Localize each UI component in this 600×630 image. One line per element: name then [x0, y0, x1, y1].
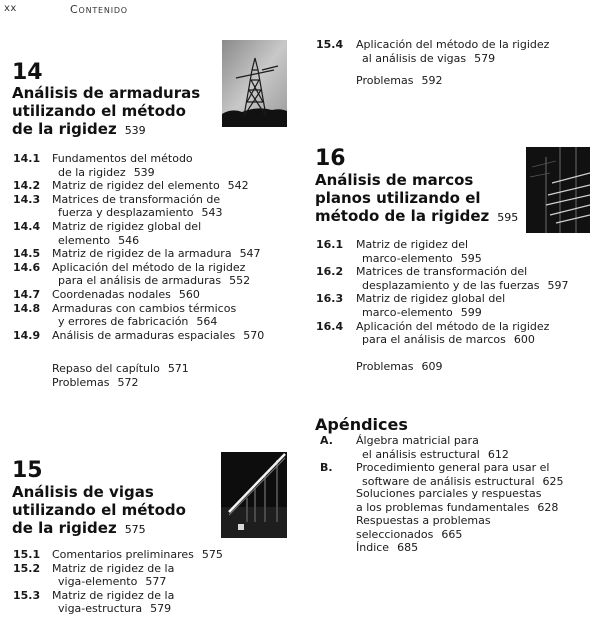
section-number: 14.7 — [13, 287, 41, 301]
page-number: 612 — [487, 447, 509, 461]
page-number: 685 — [397, 541, 419, 555]
toc-entry[interactable] — [13, 562, 303, 589]
chapter-15-title — [12, 483, 212, 539]
section-title-line: Comentarios preliminares — [52, 548, 194, 561]
chapter-14-extras — [52, 362, 292, 389]
toc-entry[interactable] — [356, 74, 586, 88]
section-title-line: Coordenadas nodales — [52, 287, 171, 301]
page-number: 546 — [118, 233, 140, 247]
title-line: método de la rigidez — [315, 207, 490, 225]
section-title-line: fuerza y desplazamiento — [58, 206, 194, 220]
section-number: 14.9 — [13, 328, 41, 342]
section-title-line: para el análisis de armaduras — [58, 274, 222, 288]
section-title-line: Matriz de rigidez del — [356, 238, 469, 251]
toc-entry[interactable] — [13, 220, 303, 247]
toc-entry[interactable] — [13, 302, 303, 329]
section-title-line: desplazamiento y de las fuerzas — [362, 278, 540, 292]
section-text — [316, 238, 600, 265]
entry-label: Problemas — [356, 360, 414, 373]
toc-entry[interactable] — [356, 487, 600, 514]
page-number: 628 — [537, 500, 559, 514]
section-title-line: de la rigidez — [58, 165, 126, 179]
toc-entry[interactable] — [320, 434, 600, 461]
chapter-14-title — [12, 84, 212, 140]
appendices-list — [320, 434, 600, 488]
chapter-16-sections — [316, 238, 600, 347]
section-text — [13, 179, 303, 193]
section-title-line: marco-elemento — [362, 251, 453, 265]
toc-entry[interactable] — [13, 247, 303, 261]
appendices-title: Apéndices — [315, 415, 408, 434]
toc-entry[interactable] — [13, 548, 303, 562]
section-title-line: Procedimiento general para usar el — [356, 461, 550, 475]
toc-entry[interactable] — [316, 38, 596, 65]
section-number: 16.2 — [316, 265, 344, 279]
toc-entry[interactable] — [13, 152, 303, 179]
page-number: 665 — [441, 527, 463, 541]
section-title-line: Matriz de rigidez global del — [356, 292, 506, 306]
section-text — [13, 302, 303, 329]
chapter-16-title — [315, 171, 525, 227]
page-number: 577 — [145, 575, 167, 589]
section-title-line: al análisis de vigas — [362, 51, 467, 65]
section-text — [13, 247, 303, 261]
entry-title-line: Índice — [356, 541, 390, 555]
chapter-14-sections — [13, 152, 303, 342]
building-frame-photo — [526, 147, 590, 233]
chapter-14-page: 539 — [124, 124, 146, 137]
section-number: 15.1 — [13, 548, 41, 561]
section-title-line: Matrices de transformación del — [356, 265, 528, 279]
page-number: 600 — [513, 333, 535, 347]
toc-entry[interactable] — [13, 329, 303, 343]
section-number: 15.2 — [13, 561, 41, 575]
page-number: 552 — [229, 274, 251, 288]
toc-entry[interactable] — [316, 292, 600, 319]
section-title-line: Matrices de transformación de — [52, 192, 221, 206]
bridge-photo — [221, 452, 287, 538]
section-text — [13, 193, 303, 220]
section-text — [13, 152, 303, 179]
section-title-line: Matriz de rigidez de la — [52, 561, 175, 575]
section-title-line: Matriz de rigidez del elemento — [52, 179, 220, 193]
toc-entry[interactable] — [320, 461, 600, 488]
title-line: Análisis de marcos — [315, 171, 474, 189]
title-line: Análisis de armaduras — [12, 84, 201, 102]
toc-entry[interactable] — [13, 589, 303, 616]
section-title-line: Matriz de rigidez de la — [52, 588, 175, 602]
chapter-15-number: 15 — [12, 458, 43, 483]
section-title-line: marco-elemento — [362, 305, 453, 319]
section-text — [316, 38, 596, 65]
chapter-15-sections-left — [13, 548, 303, 616]
section-title-line: Armaduras con cambios térmicos — [52, 301, 237, 315]
section-text — [320, 461, 600, 488]
section-text — [13, 261, 303, 288]
page-number: 539 — [133, 165, 155, 179]
page-number: 542 — [227, 179, 249, 193]
toc-entry[interactable] — [316, 265, 600, 292]
toc-entry[interactable] — [13, 261, 303, 288]
entry-label: Problemas — [52, 375, 110, 389]
section-number: A. — [320, 434, 333, 447]
section-number: 16.3 — [316, 292, 344, 306]
section-title-line: para el análisis de marcos — [362, 333, 506, 347]
toc-entry[interactable] — [13, 288, 303, 302]
title-line: Análisis de vigas — [12, 483, 154, 501]
entry-label: Repaso del capítulo — [52, 362, 160, 375]
toc-entry[interactable] — [52, 362, 292, 376]
chapter-15-sections-right — [316, 38, 596, 65]
running-title: Contenido — [70, 3, 128, 16]
page-number: 592 — [421, 74, 443, 87]
page-number: 560 — [178, 287, 200, 301]
section-text — [13, 220, 303, 247]
page-number: 579 — [474, 51, 496, 65]
section-number: 14.5 — [13, 247, 41, 261]
section-text — [13, 548, 303, 562]
toc-entry[interactable] — [52, 376, 292, 390]
section-number: 14.8 — [13, 301, 41, 315]
section-title-line: Matriz de rigidez global del — [52, 219, 202, 233]
page-number: 564 — [196, 315, 218, 329]
entry-title-line: a los problemas fundamentales — [356, 500, 530, 514]
entry-title-line: Respuestas a problemas seleccionados — [356, 514, 491, 541]
section-title-line: el análisis estructural — [362, 447, 480, 461]
chapter-15-extras — [356, 74, 586, 88]
entry-title-line: Soluciones parciales y respuestas — [356, 487, 542, 500]
section-number: 15.4 — [316, 38, 344, 51]
title-line: utilizando el método — [12, 501, 186, 519]
section-text — [13, 288, 303, 302]
toc-entry[interactable] — [316, 320, 600, 347]
page-number: xx — [4, 3, 17, 14]
section-text — [13, 589, 303, 616]
section-title-line: Aplicación del método de la rigidez — [356, 319, 550, 333]
section-number: 14.4 — [13, 219, 41, 233]
section-number: 14.6 — [13, 260, 41, 274]
section-number: 14.3 — [13, 192, 41, 206]
section-text — [316, 320, 600, 347]
section-number: 15.3 — [13, 588, 41, 602]
section-number: B. — [320, 461, 333, 475]
section-number: 16.4 — [316, 319, 344, 333]
section-number: 16.1 — [316, 238, 344, 251]
section-title-line: viga-elemento — [58, 575, 138, 589]
transmission-tower-photo — [222, 40, 287, 127]
page-number: 572 — [117, 375, 139, 389]
toc-entry[interactable] — [356, 541, 600, 555]
section-text — [13, 562, 303, 589]
title-line: planos utilizando el — [315, 189, 481, 207]
section-title-line: Fundamentos del método — [52, 152, 193, 165]
back-matter-list — [356, 487, 600, 555]
section-title-line: Aplicación del método de la rigidez — [356, 38, 550, 51]
page-number: 547 — [239, 247, 261, 261]
page-number: 543 — [201, 206, 223, 220]
toc-entry[interactable] — [356, 514, 600, 541]
section-title-line: Análisis de armaduras espaciales — [52, 328, 236, 342]
section-title-line: Álgebra matricial para — [356, 434, 479, 447]
section-title-line: Aplicación del método de la rigidez — [52, 260, 246, 274]
title-line: de la rigidez — [12, 519, 117, 537]
page-number: 609 — [421, 360, 443, 373]
section-text — [13, 329, 303, 343]
page-number: 625 — [542, 474, 564, 488]
section-number: 14.1 — [13, 152, 41, 165]
section-text — [316, 265, 600, 292]
toc-entry[interactable] — [356, 360, 586, 374]
page-number: 575 — [201, 548, 223, 561]
chapter-15-page: 575 — [124, 523, 146, 536]
section-title-line: elemento — [58, 233, 111, 247]
toc-entry[interactable] — [316, 238, 600, 265]
page-number: 597 — [547, 278, 569, 292]
section-text — [316, 292, 600, 319]
page-number: 571 — [167, 362, 189, 375]
section-title-line: viga-estructura — [58, 602, 143, 616]
title-line: utilizando el método — [12, 102, 186, 120]
toc-entry[interactable] — [13, 193, 303, 220]
page-number: 595 — [460, 251, 482, 265]
chapter-14-number: 14 — [12, 60, 43, 85]
chapter-16-extras — [356, 360, 586, 374]
chapter-16-page: 595 — [497, 211, 519, 224]
page-number: 599 — [460, 305, 482, 319]
section-title-line: software de análisis estructural — [362, 474, 535, 488]
page-number: 579 — [150, 602, 172, 616]
section-title-line: y errores de fabricación — [58, 315, 189, 329]
section-number: 14.2 — [13, 179, 41, 193]
toc-entry[interactable] — [13, 179, 303, 193]
page-number: 570 — [243, 328, 265, 342]
section-title-line: Matriz de rigidez de la armadura — [52, 247, 232, 261]
section-text — [320, 434, 600, 461]
entry-label: Problemas — [356, 74, 414, 87]
chapter-16-number: 16 — [315, 146, 346, 171]
title-line: de la rigidez — [12, 120, 117, 138]
